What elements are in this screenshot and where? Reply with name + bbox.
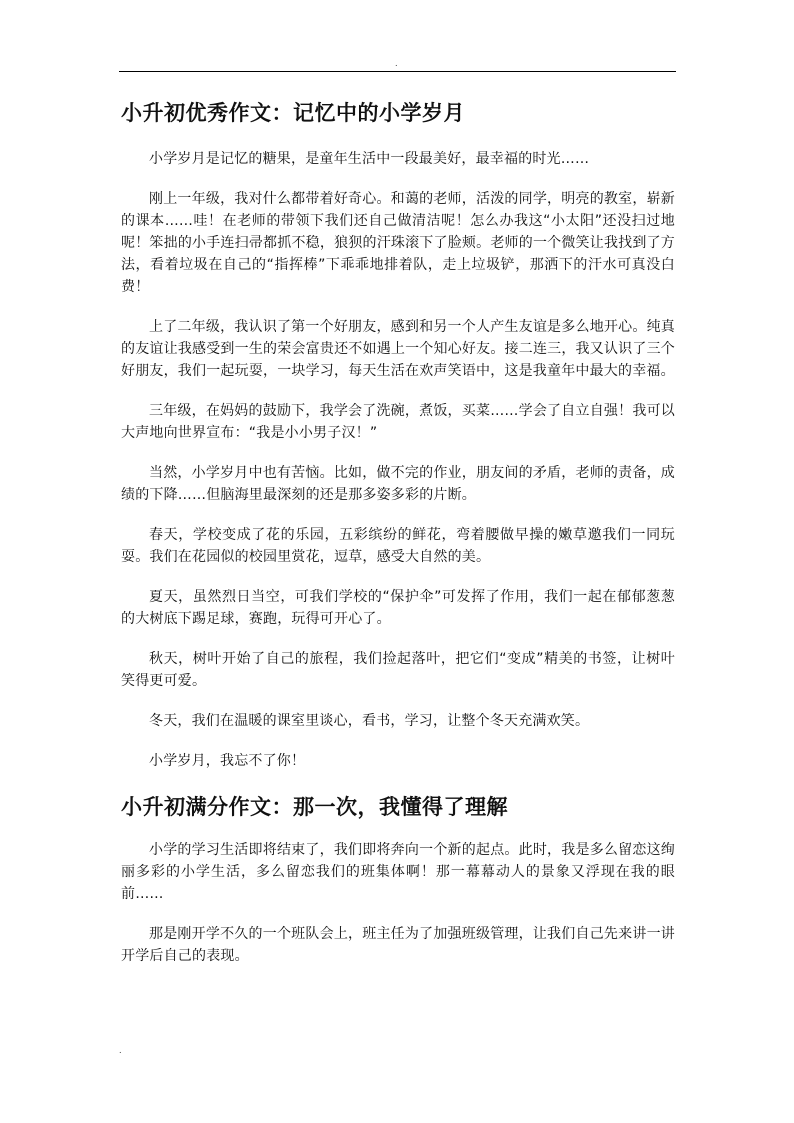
article-1-paragraph-4: 三年级，在妈妈的鼓励下，我学会了洗碗，煮饭，买菜……学会了自立自强！我可以大声地向世界宣布：“我是小小男子汉！” xyxy=(121,403,675,441)
article-2-title: 小升初满分作文：那一次，我懂得了理解 xyxy=(121,794,508,819)
article-1-paragraph-5: 当然，小学岁月中也有苦恼。比如，做不完的作业，朋友间的矛盾，老师的责备，成绩的下降……但脑海里最深刻的还是那多姿多彩的片断。 xyxy=(121,465,675,503)
footer-mark: . xyxy=(119,1046,122,1055)
article-2-paragraph-1: 小学的学习生活即将结束了，我们即将奔向一个新的起点。此时，我是多么留恋这绚丽多彩的小学生活，多么留恋我们的班集体啊！那一幕幕动人的景象又浮现在我的眼前…… xyxy=(121,842,675,902)
article-1-title: 小升初优秀作文：记忆中的小学岁月 xyxy=(121,100,465,125)
document-body xyxy=(121,98,675,985)
article-1-paragraph-3: 上了二年级，我认识了第一个好朋友，感到和另一个人产生友谊是多么地开心。纯真的友谊让我感受到一生的荣会富贵还不如遇上一个知心好友。接二连三，我又认识了三个好朋友，我们一起玩耍，一块学习，每天生活在欢声笑语中，这是我童年中最大的幸福。 xyxy=(121,319,675,379)
article-2-paragraph-2: 那是刚开学不久的一个班队会上，班主任为了加强班级管理，让我们自己先来讲一讲开学后自己的表现。 xyxy=(121,926,675,964)
article-1-paragraph-7: 夏天，虽然烈日当空，可我们学校的“保护伞”可发挥了作用，我们一起在郁郁葱葱的大树底下踢足球，赛跑，玩得可开心了。 xyxy=(121,589,675,627)
article-1-paragraph-6: 春天，学校变成了花的乐园，五彩缤纷的鲜花，弯着腰做早操的嫩草邀我们一同玩耍。我们在花园似的校园里赏花，逗草，感受大自然的美。 xyxy=(121,527,675,565)
header-rule xyxy=(119,71,676,72)
article-1-paragraph-1: 小学岁月是记忆的糖果，是童年生活中一段最美好，最幸福的时光…… xyxy=(149,151,590,167)
article-1-paragraph-8: 秋天，树叶开始了自己的旅程，我们捡起落叶，把它们“变成”精美的书签，让树叶笑得更可爱。 xyxy=(121,651,675,689)
article-1-paragraph-10: 小学岁月，我忘不了你！ xyxy=(149,753,306,769)
article-1-paragraph-9: 冬天，我们在温暖的课室里谈心，看书，学习，让整个冬天充满欢笑。 xyxy=(149,713,590,729)
header-mark: . xyxy=(395,59,398,68)
article-1-paragraph-2: 刚上一年级，我对什么都带着好奇心。和蔼的老师，活泼的同学，明亮的教室，崭新的课本……哇！在老师的带领下我们还自己做清洁呢！怎么办我这“小太阳”还没扫过地呢！笨拙的小手连扫帚都抓不稳，狼狈的汗珠滚下了脸颊。老师的一个微笑让我找到了方法，看着垃圾在自己的“指挥棒”下乖乖地排着队，走上垃圾铲，那洒下的汗水可真没白费！ xyxy=(121,191,675,295)
